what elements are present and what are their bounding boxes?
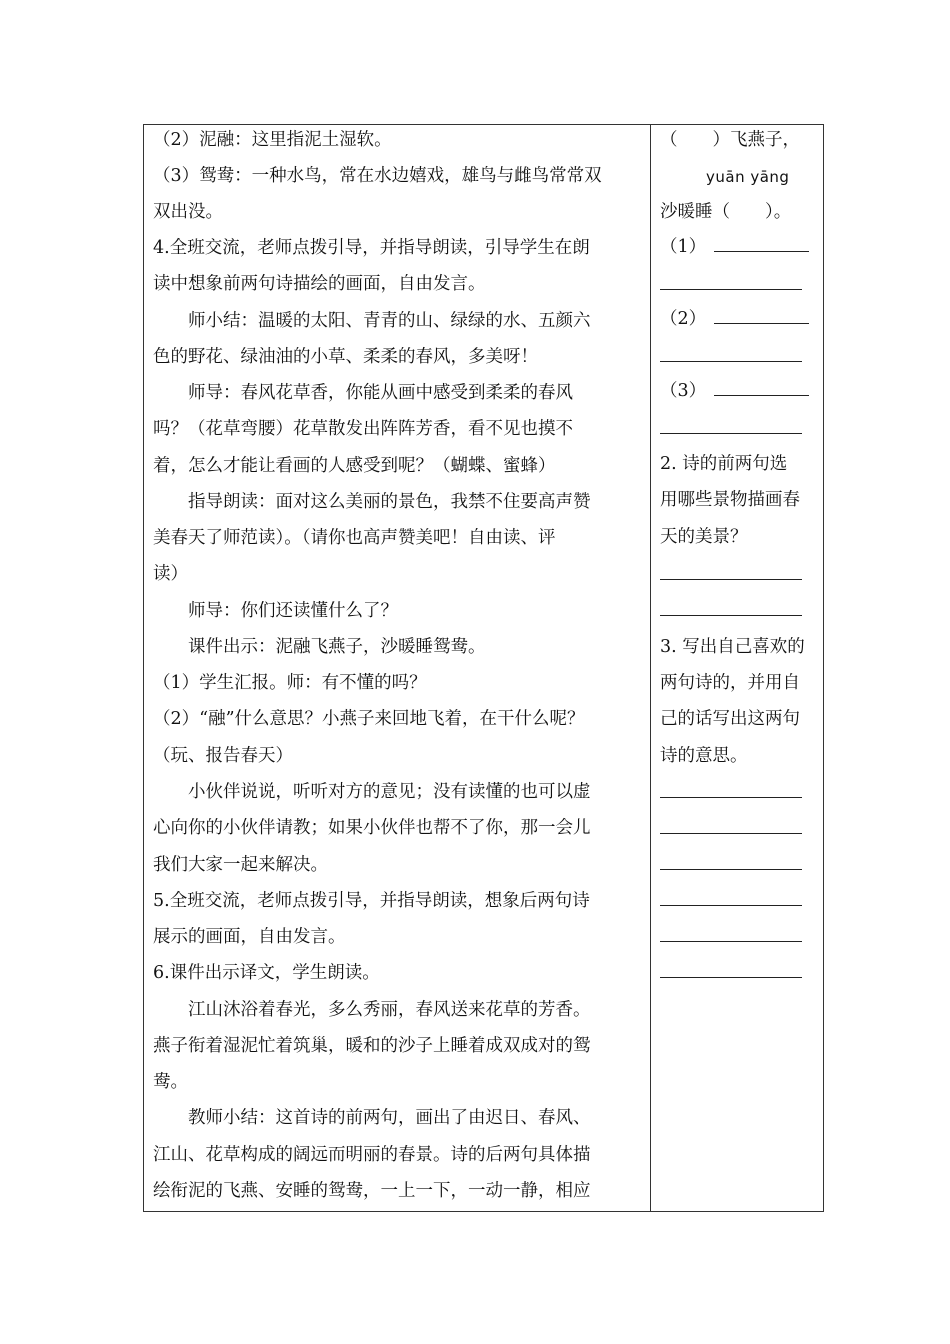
answer-item [660, 379, 809, 403]
fill-in-line: （ ）飞燕子， [660, 130, 800, 150]
text-line: 教师小结：这首诗的前两句，画出了由迟日、春风、 [188, 1108, 591, 1128]
column-divider [650, 125, 651, 1211]
text-line: 指导朗读：面对这么美丽的景色，我禁不住要高声赞 [188, 492, 591, 512]
answer-line[interactable] [660, 869, 802, 870]
text-line: 小伙伴说说，听听对方的意见；没有读懂的也可以虚 [188, 782, 591, 802]
text-line: 师导：你们还读懂什么了？ [188, 601, 398, 621]
text-line: 鸯。 [153, 1072, 188, 1092]
answer-line[interactable] [660, 289, 802, 290]
answer-blank[interactable] [714, 237, 809, 252]
text-line: 读中想象前两句诗描绘的画面，自由发言。 [153, 274, 486, 294]
answer-line[interactable] [660, 433, 802, 434]
text-line: 我们大家一起来解决。 [153, 855, 328, 875]
text-line: 4.全班交流，老师点拨引导，并指导朗读，引导学生在朗 [153, 238, 590, 258]
question-line: 诗的意思。 [660, 746, 748, 766]
question-line: 两句诗的，并用自 [660, 673, 800, 693]
answer-line[interactable] [660, 977, 802, 978]
text-line: 美春天了师范读）。（请你也高声赞美吧！自由读、评 [153, 528, 556, 548]
answer-line[interactable] [660, 361, 802, 362]
question-line: 3. 写出自己喜欢的 [660, 637, 805, 657]
text-line: （2）“融”什么意思？小燕子来回地飞着，在干什么呢？ [153, 709, 585, 729]
question-line: 己的话写出这两句 [660, 709, 800, 729]
fill-in-line: 沙暖睡（ ）。 [660, 202, 792, 222]
answer-blank[interactable] [714, 381, 809, 396]
answer-line[interactable] [660, 941, 802, 942]
answer-line[interactable] [660, 833, 802, 834]
text-line: 色的野花、绿油油的小草、柔柔的春风，多美呀！ [153, 347, 538, 367]
lesson-table [143, 124, 824, 1212]
text-line: 课件出示：泥融飞燕子，沙暖睡鸳鸯。 [188, 637, 486, 657]
text-line: 展示的画面，自由发言。 [153, 927, 346, 947]
item-label: （1） [660, 237, 707, 257]
answer-item [660, 307, 809, 331]
text-line: 江山、花草构成的阔远而明丽的春景。诗的后两句具体描 [153, 1145, 591, 1165]
pinyin-hint: yuān yāng [706, 168, 790, 186]
item-label: （3） [660, 381, 707, 401]
question-line: 2. 诗的前两句选 [660, 454, 788, 474]
text-line: 师小结：温暖的太阳、青青的山、绿绿的水、五颜六 [188, 311, 591, 331]
text-line: 着，怎么才能让看画的人感受到呢？（蝴蝶、蜜蜂） [153, 456, 556, 476]
answer-item [660, 235, 809, 259]
answer-line[interactable] [660, 579, 802, 580]
answer-line[interactable] [660, 905, 802, 906]
text-line: 双出没。 [153, 202, 223, 222]
text-line: 绘衔泥的飞燕、安睡的鸳鸯，一上一下，一动一静，相应 [153, 1181, 591, 1201]
answer-line[interactable] [660, 615, 802, 616]
text-line: 6.课件出示译文，学生朗读。 [153, 963, 380, 983]
text-line: 5.全班交流，老师点拨引导，并指导朗读，想象后两句诗 [153, 891, 590, 911]
text-line: （玩、报告春天） [153, 746, 293, 766]
answer-line[interactable] [660, 797, 802, 798]
text-line: 师导：春风花草香，你能从画中感受到柔柔的春风 [188, 383, 573, 403]
text-line: 燕子衔着湿泥忙着筑巢，暖和的沙子上睡着成双成对的鸳 [153, 1036, 591, 1056]
text-line: 江山沐浴着春光，多么秀丽，春风送来花草的芳香。 [188, 1000, 591, 1020]
text-line: 读） [153, 564, 188, 584]
text-line: （2）泥融：这里指泥土湿软。 [153, 130, 392, 150]
answer-blank[interactable] [714, 309, 809, 324]
question-line: 用哪些景物描画春 [660, 490, 800, 510]
item-label: （2） [660, 309, 707, 329]
text-line: （3）鸳鸯：一种水鸟，常在水边嬉戏，雄鸟与雌鸟常常双 [153, 166, 602, 186]
text-line: 心向你的小伙伴请教；如果小伙伴也帮不了你，那一会儿 [153, 818, 591, 838]
question-line: 天的美景？ [660, 527, 748, 547]
text-line: （1）学生汇报。师：有不懂的吗？ [153, 673, 427, 693]
text-line: 吗？（花草弯腰）花草散发出阵阵芳香，看不见也摸不 [153, 419, 573, 439]
